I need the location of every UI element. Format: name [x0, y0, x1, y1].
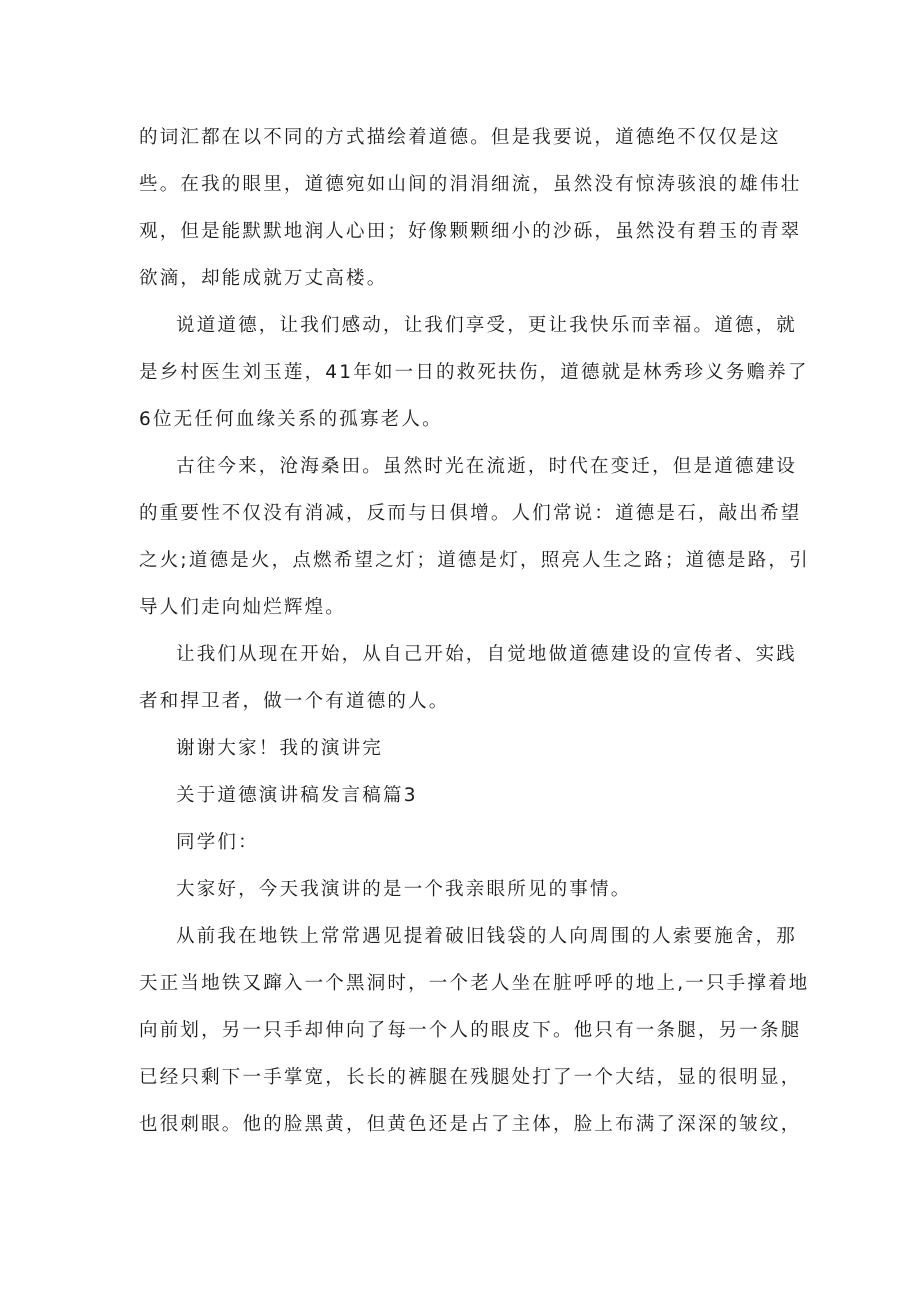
text-line: 已经只剩下一手掌宽，长长的裤腿在残腿处打了一个大结，显的很明显，: [139, 1067, 802, 1088]
text-line: 谢谢大家！我的演讲完: [176, 738, 384, 759]
text-line: 同学们：: [176, 832, 259, 853]
text-line: 导人们走向灿烂辉煌。: [139, 597, 347, 618]
text-line: 让我们从现在开始，从自己开始，自觉地做道德建设的宣传者、实践: [176, 644, 798, 665]
text-line: 古往今来，沧海桑田。虽然时光在流逝，时代在变迁，但是道德建设: [176, 456, 798, 477]
text-line: 也很刺眼。他的脸黑黄，但黄色还是占了主体，脸上布满了深深的皱纹，: [139, 1114, 802, 1135]
text-line: 从前我在地铁上常常遇见提着破旧钱袋的人向周围的人索要施舍，那: [176, 926, 798, 947]
text-line: 的重要性不仅没有消减，反而与日俱增。人们常说：道德是石，敲出希望: [139, 503, 802, 524]
text-line: 的词汇都在以不同的方式描绘着道德。但是我要说，道德绝不仅仅是这: [139, 127, 781, 148]
text-line: 者和捍卫者，做一个有道德的人。: [139, 691, 450, 712]
text-line: 关于道德演讲稿发言稿篇3: [176, 785, 418, 806]
text-line: 向前划，另一只手却伸向了每一个人的眼皮下。他只有一条腿，另一条腿: [139, 1020, 802, 1041]
text-line: 之火;道德是火，点燃希望之灯；道德是灯，照亮人生之路；道德是路，引: [139, 550, 810, 571]
text-line: 些。在我的眼里，道德宛如山间的涓涓细流，虽然没有惊涛骇浪的雄伟壮: [139, 174, 802, 195]
text-line: 说道道德，让我们感动，让我们享受，更让我快乐而幸福。道德，就: [176, 315, 798, 336]
document-body: [139, 114, 810, 1148]
text-line: 6位无任何血缘关系的孤寡老人。: [139, 409, 443, 430]
text-line: 大家好，今天我演讲的是一个我亲眼所见的事情。: [176, 879, 632, 900]
text-line: 观，但是能默默地润人心田；好像颗颗细小的沙砾，虽然没有碧玉的青翠: [139, 221, 802, 242]
text-line: 欲滴，却能成就万丈高楼。: [139, 268, 388, 289]
text-line: 天正当地铁又蹿入一个黑洞时，一个老人坐在脏呼呼的地上,一只手撑着地: [139, 973, 810, 994]
text-line: 是乡村医生刘玉莲，41年如一日的救死扶伤，道德就是林秀珍义务赡养了: [139, 362, 809, 383]
